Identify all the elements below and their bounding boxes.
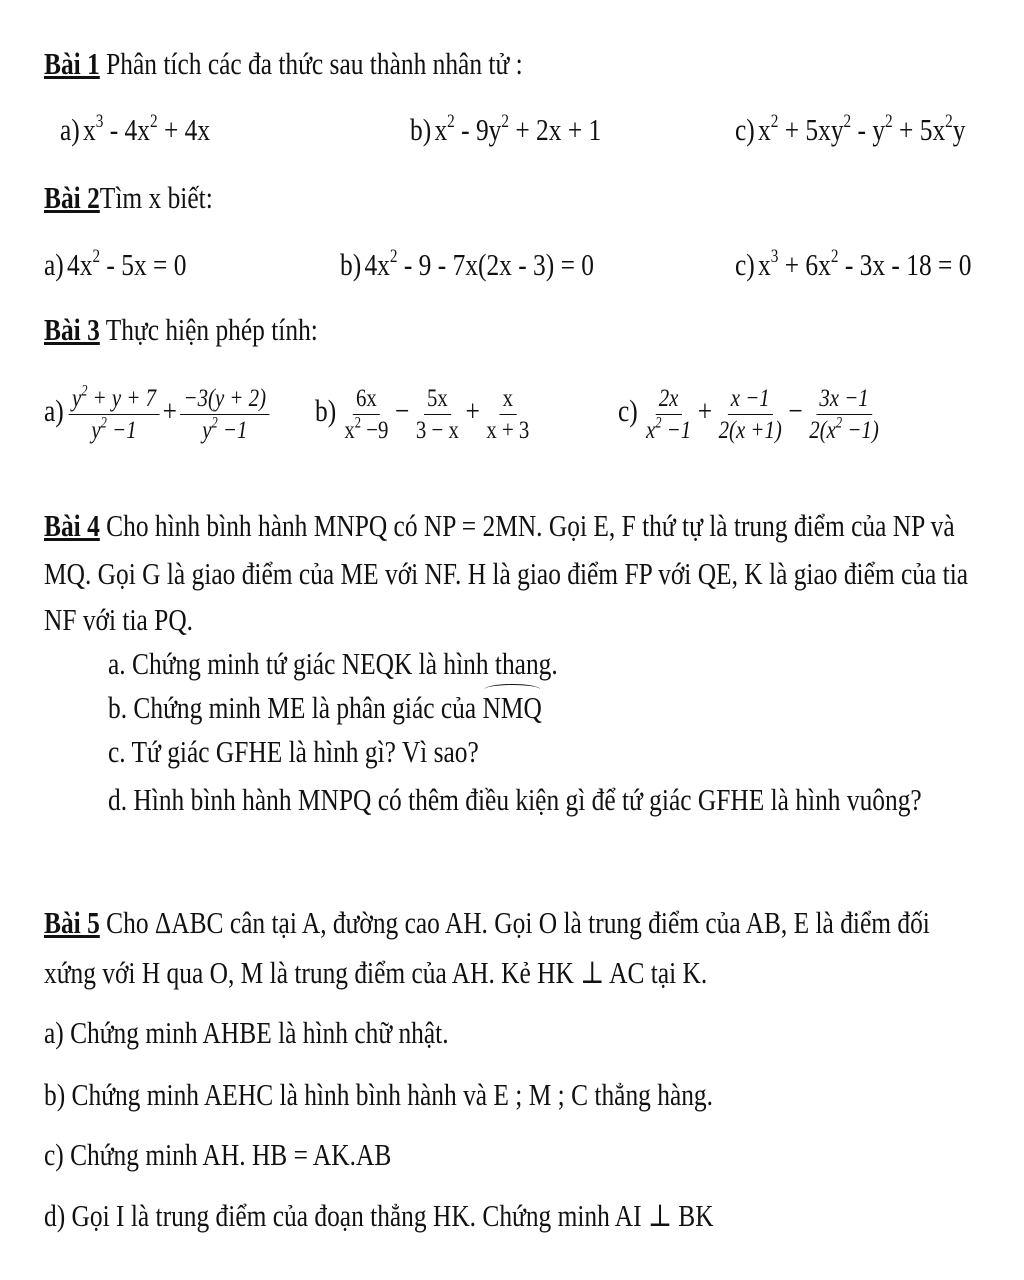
- bai1-heading: Bài 1: [44, 46, 100, 81]
- bai1-a: a) $x^3 - 4x^2 + 4x$: [60, 110, 211, 147]
- bai3-a: a) $\frac{y^2 + y + 7}{y^2 -1}$ + $\frac{-3(y + 2)}{y^2 -1}$: [44, 385, 271, 443]
- bai1-b: b) $x^2 - 9y^2 + 2x + 1$: [410, 110, 602, 147]
- bai4-line3: NF với tia PQ.: [44, 602, 194, 637]
- bai1-c-label: c): [735, 112, 755, 147]
- bai1-text: Phân tích các đa thức sau thành nhân tử :: [99, 46, 523, 81]
- bai3-c-label: c): [618, 393, 638, 429]
- bai3-title: [44, 312, 318, 348]
- bai5-text1: Cho ΔABC cân tại A, đường cao AH. Gọi O là trung điểm của AB, E là điểm đối: [99, 905, 930, 940]
- bai4-item-b-text: b. Chứng minh ME là phân giác của: [108, 690, 483, 725]
- bai2-c-label: c): [735, 247, 755, 282]
- bai2-a: a) $4x^2 - 5x = 0$: [44, 245, 187, 282]
- bai1-a-label: a): [60, 112, 80, 147]
- bai5-line1: [44, 905, 930, 941]
- bai4-heading: Bài 4: [44, 508, 100, 543]
- bai4-item-d: d. Hình bình hành MNPQ có thêm điều kiện gì để tứ giác GFHE là hình vuông?: [108, 782, 922, 817]
- bai2-b: b) $4x^2 - 9 - 7x(2x - 3) = 0$: [340, 245, 594, 282]
- bai5-item-b: b) Chứng minh AEHC là hình bình hành và E ; M ; C thẳng hàng.: [44, 1077, 714, 1112]
- bai4-line1: [44, 508, 955, 544]
- bai3-c: c) $\frac{2x}{x^2 -1}$ + $\frac{x -1}{2(x +1)}$ − $\frac{3x -1}{2(x^2 -1)}$: [618, 384, 879, 444]
- bai2-text: Tìm x biết:: [99, 180, 213, 215]
- bai2-title: [44, 180, 213, 216]
- bai2-heading: Bài 2: [44, 180, 100, 215]
- bai5-item-a: a) Chứng minh AHBE là hình chữ nhật.: [44, 1015, 449, 1050]
- bai5-item-d: d) Gọi I là trung điểm của đoạn thẳng HK. Chứng minh AI ⊥ BK: [44, 1198, 714, 1233]
- bai3-a-label: a): [44, 393, 64, 429]
- bai4-line2: MQ. Gọi G là giao điểm của ME với NF. H là giao điểm FP với QE, K là giao điểm của tia: [44, 556, 969, 591]
- bai2-b-label: b): [340, 247, 362, 282]
- bai4-item-b: [108, 690, 542, 726]
- bai4-item-c: c. Tứ giác GFHE là hình gì? Vì sao?: [108, 734, 479, 769]
- angle-nmq: NMQ: [482, 690, 542, 725]
- bai4-item-a: a. Chứng minh tứ giác NEQK là hình thang.: [108, 646, 558, 681]
- bai5-item-c: c) Chứng minh AH. HB = AK.AB: [44, 1137, 392, 1172]
- bai3-text: Thực hiện phép tính:: [99, 312, 318, 347]
- bai5-line2: xứng với H qua O, M là trung điểm của AH. Kẻ HK ⊥ AC tại K.: [44, 955, 708, 990]
- bai3-heading: Bài 3: [44, 312, 100, 347]
- bai1-title: [44, 46, 523, 82]
- bai3-b: b) $\frac{6x}{x^2 -9}$ − $\frac{5x}{3 - x}$ + $\frac{x}{x + 3}$: [315, 384, 530, 444]
- bai1-c: c) $x^2 + 5xy^2 - y^2 + 5x^2y$: [735, 110, 966, 147]
- bai3-b-label: b): [315, 393, 337, 429]
- bai4-text1: Cho hình bình hành MNPQ có NP = 2MN. Gọi E, F thứ tự là trung điểm của NP và: [99, 508, 955, 543]
- bai2-c: c) $x^3 + 6x^2 - 3x - 18 = 0$: [735, 245, 972, 282]
- bai2-a-label: a): [44, 247, 64, 282]
- bai1-b-label: b): [410, 112, 432, 147]
- bai5-heading: Bài 5: [44, 905, 100, 940]
